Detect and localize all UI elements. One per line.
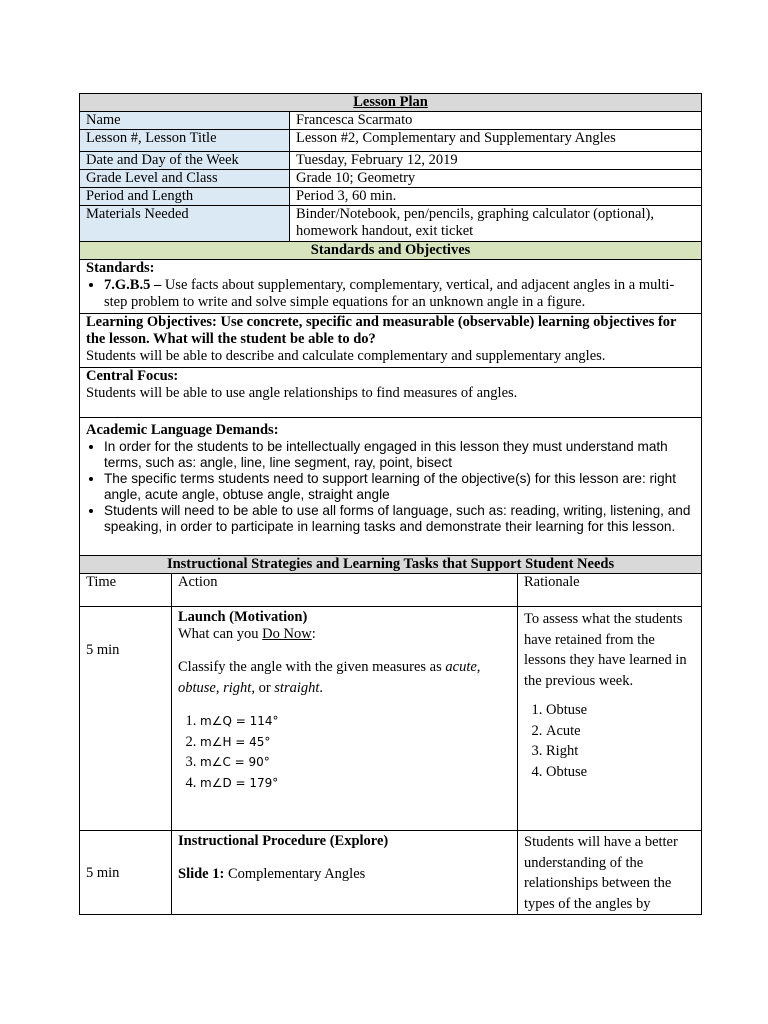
classify-text: Classify the angle with the given measures as [178,659,446,675]
lesson-plan-title: Lesson Plan [353,94,428,110]
info-row [80,152,702,170]
option-end: . [319,680,324,696]
academic-language-cell [80,418,702,556]
info-label: Materials Needed [80,206,290,242]
info-value: Lesson #2, Complementary and Supplementary Angles [290,130,702,152]
launch-prompt-colon: : [311,626,316,642]
explore-time: 5 min [80,831,172,915]
info-value: Francesca Scarmato [290,112,702,130]
standards-heading: Standards: [86,260,155,276]
launch-prompt [178,626,511,643]
objectives-heading: Learning Objectives: Use concrete, specific and measurable (observable) learning objectives for the lesson. What will the student be able to do? [86,314,677,347]
launch-row [80,607,702,831]
academic-language-list [86,439,695,535]
info-label: Lesson #, Lesson Title [80,130,290,152]
standard-item [104,277,695,311]
explore-rationale-text: Students will have a better understanding of the relationships between the types of the angles by [524,834,678,912]
info-row [80,188,702,206]
academic-language-item: • The specific terms students need to support learning of the objective(s) for this lesson are: right angle, acute angle, obtuse angle, straight angle [104,471,695,503]
slide-text: Complementary Angles [224,866,366,882]
info-row [80,206,702,242]
academic-language-item: • Students will need to be able to use all forms of language, such as: reading, writing, listening, and speaking, in order to participate in learning tasks and demonstrate their learning for this lesson. [104,503,695,535]
explore-rationale-cell [518,831,702,915]
info-value: Grade 10; Geometry [290,170,702,188]
info-row [80,170,702,188]
option-acute: acute [445,659,477,675]
info-value: Tuesday, February 12, 2019 [290,152,702,170]
central-focus-heading: Central Focus: [86,368,179,384]
angle-problem [200,711,511,732]
strategies-section-header: Instructional Strategies and Learning Tasks that Support Student Needs [80,556,702,574]
standards-section-header: Standards and Objectives [80,242,702,260]
launch-time: 5 min [80,607,172,831]
option-right: right [223,680,252,696]
lesson-plan-document [79,93,701,915]
option-sep: , [476,659,481,675]
angle-problem-text: m∠H = 45° [200,734,271,749]
angle-problems-list [178,711,511,793]
objectives-cell [80,314,702,368]
option-straight: straight [274,680,320,696]
option-obtuse: obtuse [178,680,216,696]
academic-language-heading: Academic Language Demands: [86,422,279,438]
answer-item: 2. Acute [546,721,695,742]
launch-heading: Launch (Motivation) [178,609,308,625]
do-now-link: Do Now [262,626,312,642]
classify-instruction [178,657,511,699]
standard-text: Use facts about supplementary, complementary, vertical, and adjacent angles in a multi-step problem to write and solve simple equations for an unknown angle in a figure. [104,277,675,310]
lesson-plan-table [79,93,702,915]
launch-rationale-text: To assess what the students have retained from the lessons they have learned in the previous week. [524,611,687,689]
launch-action-cell [172,607,518,831]
column-header-time: Time [80,574,172,607]
angle-problem-text: m∠Q = 114° [200,714,279,728]
angle-problem [200,752,511,773]
launch-rationale-cell [518,607,702,831]
answer-item: 3. Right [546,741,695,762]
info-row [80,112,702,130]
angle-problem-text: m∠D = 179° [200,775,279,790]
column-header-rationale: Rationale [518,574,702,607]
column-header-action: Action [172,574,518,607]
explore-row [80,831,702,915]
info-row [80,130,702,152]
option-sep: , [215,680,224,696]
info-label: Grade Level and Class [80,170,290,188]
angle-problem [200,732,511,753]
answer-item: 1. Obtuse [546,700,695,721]
slide-line [178,866,511,883]
info-value: Binder/Notebook, pen/pencils, graphing calculator (optional), homework handout, exit ticket [290,206,702,242]
explore-heading: Instructional Procedure (Explore) [178,833,389,849]
standards-list [86,277,695,311]
option-sep: , or [251,680,275,696]
central-focus-text: Students will be able to use angle relationships to find measures of angles. [86,385,518,401]
standards-cell [80,260,702,314]
explore-action-cell [172,831,518,915]
central-focus-cell [80,368,702,418]
answer-item: 4. Obtuse [546,762,695,783]
standard-code: 7.G.B.5 – [104,277,162,293]
info-label: Period and Length [80,188,290,206]
info-label: Date and Day of the Week [80,152,290,170]
angle-problem [200,773,511,794]
academic-language-item: • In order for the students to be intellectually engaged in this lesson they must understand math terms, such as: angle, line, line segment, ray, point, bisect [104,439,695,471]
info-label: Name [80,112,290,130]
angle-problem-text: m∠C = 90° [200,755,270,769]
launch-prompt-text: What can you [178,626,263,642]
objectives-text: Students will be able to describe and calculate complementary and supplementary angles. [86,348,606,364]
info-value: Period 3, 60 min. [290,188,702,206]
answers-list [524,700,695,782]
lesson-plan-title-cell [80,94,702,112]
slide-label: Slide 1: [178,866,225,882]
